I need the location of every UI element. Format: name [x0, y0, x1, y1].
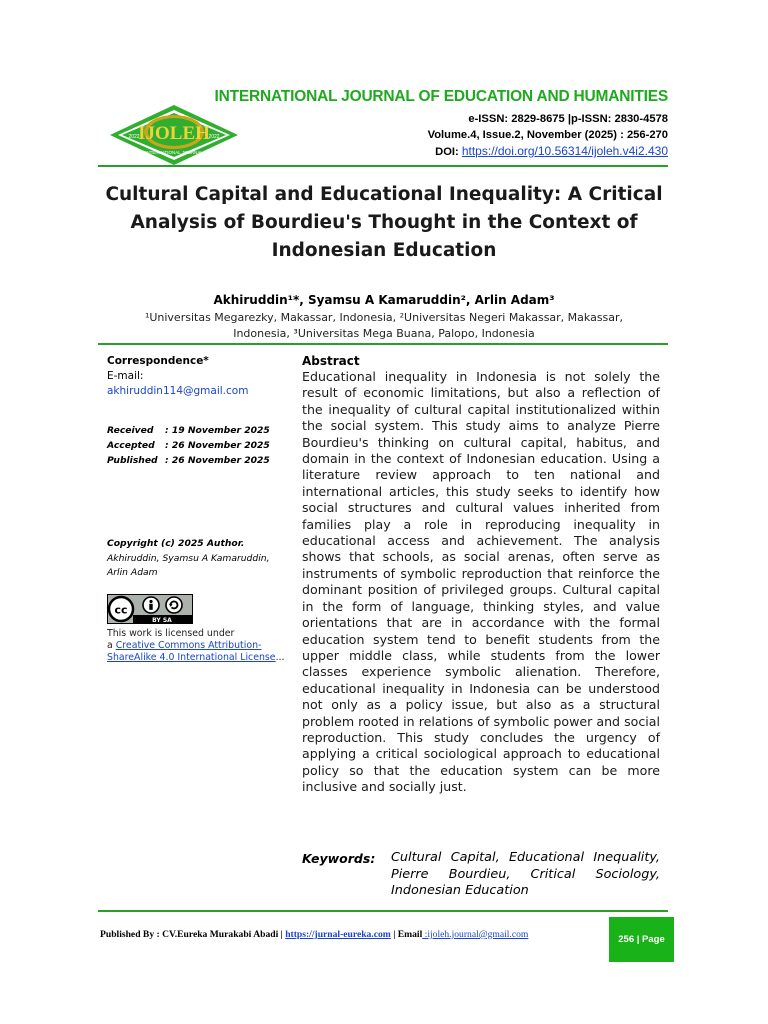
correspondence-block: [107, 355, 287, 399]
keywords-label: Keywords:: [302, 851, 376, 866]
license-a: a: [107, 640, 116, 651]
journal-name: INTERNATIONAL JOURNAL OF EDUCATION AND HUMANITIES: [214, 88, 668, 105]
copyright-block: [107, 537, 287, 581]
footer-email-label: Email: [397, 929, 423, 940]
publisher-name: CV.Eureka Murakabi Abadi: [162, 929, 279, 940]
published-date: : 26 November 2025: [165, 455, 270, 466]
footer-sep: |: [278, 929, 286, 940]
publisher-site-link[interactable]: https://jurnal-eureka.com: [285, 929, 391, 940]
footer-sep: :: [154, 929, 163, 940]
footer-email-link[interactable]: :ijoleh.journal@gmail.com: [422, 929, 529, 940]
issn-line: e-ISSN: 2829-8675 |p-ISSN: 2830-4578: [468, 113, 668, 125]
email-label: E-mail:: [107, 370, 144, 382]
cc-by-sa-badge-icon[interactable]: [107, 594, 193, 624]
title-line: Analysis of Bourdieu's Thought in the Context of: [130, 212, 638, 233]
title-line: Indonesian Education: [271, 240, 497, 261]
ijoleh-logo-icon: [108, 103, 240, 167]
svg-text:cc: cc: [114, 603, 128, 617]
logo-sub: INTERNATIONAL JOURNAL: [145, 150, 203, 155]
page-number-box: [609, 917, 674, 962]
accepted-label: Accepted: [107, 440, 155, 451]
affiliation-line: Indonesia, ³Universitas Mega Buana, Palopo, Indonesia: [233, 327, 535, 340]
correspondence-email[interactable]: akhiruddin114@gmail.com: [107, 385, 249, 397]
license-block: [107, 628, 287, 664]
published-label: Published: [107, 455, 158, 466]
logo-year-right: 2022: [208, 134, 220, 140]
license-prefix: This work is licensed under: [107, 628, 235, 639]
affiliation-rule: [98, 343, 668, 345]
footer-rule: [98, 910, 668, 912]
logo-year-left: 2022: [128, 134, 140, 140]
doi-line: [428, 143, 668, 160]
accepted-date: : 26 November 2025: [165, 440, 270, 451]
affiliation-line: ¹Universitas Megarezky, Makassar, Indonesia, ²Universitas Negeri Makassar, Makassar,: [144, 311, 624, 324]
received-label: Received: [107, 425, 154, 436]
journal-meta: [428, 111, 668, 160]
published-by-label: Published By: [100, 929, 155, 940]
header-rule: [98, 165, 668, 167]
author-list: Akhiruddin¹*, Syamsu A Kamaruddin², Arlin Adam³: [213, 293, 555, 307]
license-suffix: ...: [275, 652, 285, 663]
paper-title: [104, 181, 664, 265]
abstract-text: Educational inequality in Indonesia is not solely the result of economic limitations, but also a reflection of the inequality of cultural capital institutionalized within the social system. This study aims to analyze Pierre Bourdieu's thinking on cultural capital, habitus, and domain in the context of Indonesian education. Using a literature review approach to ten national and international articles, this study seeks to identify how social structures and cultural values inherited from families play a role in reproducing inequality in educational access and achievement. The analysis shows that schools, as social arenas, often serve as instruments of symbolic reproduction that reinforce the dominant position of privileged groups. Cultural capital in the form of language, thinking styles, and value orientations that are in accordance with the formal education system tend to benefit students from the upper middle class, while students from the lower classes experience symbolic alienation. Therefore, educational inequality in Indonesia can be understood not only as a policy issue, but also as a structural problem rooted in relations of symbolic power and social reproduction. This study concludes the urgency of applying a critical sociological approach to educational policy so that the education system can be more inclusive and socially just.: [302, 369, 660, 795]
license-link[interactable]: Creative Commons Attribution-ShareAlike 4.0 International License: [107, 640, 276, 663]
badge-text: BY SA: [152, 617, 172, 624]
doi-link[interactable]: https://doi.org/10.56314/ijoleh.v4i2.430: [461, 144, 668, 158]
correspondence-title: Correspondence*: [107, 355, 209, 367]
copyright-authors: Akhiruddin, Syamsu A Kamaruddin, Arlin Adam: [107, 552, 270, 578]
volume-line: Volume.4, Issue.2, November (2025) : 256-270: [427, 129, 668, 141]
footer: [100, 929, 528, 940]
affiliations: [110, 310, 658, 342]
received-date: : 19 November 2025: [165, 425, 270, 436]
logo-text: IJOLEH: [138, 123, 210, 144]
title-line: Cultural Capital and Educational Inequality: A Critical: [105, 184, 663, 205]
article-dates: [107, 423, 270, 468]
abstract-title: Abstract: [302, 354, 360, 368]
footer-sep: |: [390, 929, 398, 940]
abstract-block: [302, 354, 660, 796]
doi-label: DOI:: [435, 146, 462, 158]
page-number: 256 | Page: [618, 934, 665, 945]
copyright-line: Copyright (c) 2025 Author.: [107, 538, 245, 549]
keywords-text: Cultural Capital, Educational Inequality, Pierre Bourdieu, Critical Sociology, Indonesian Education: [391, 850, 660, 898]
